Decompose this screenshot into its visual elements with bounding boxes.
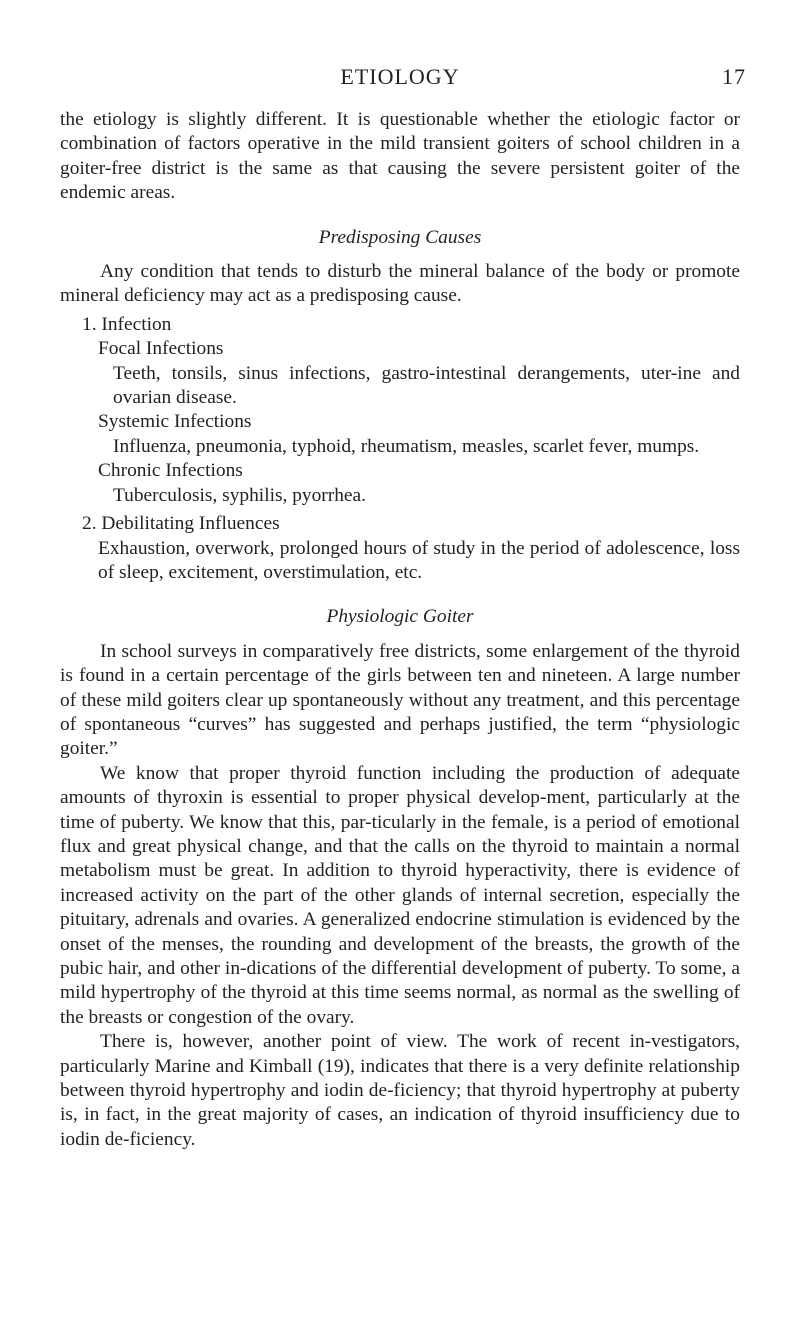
- header-title: ETIOLOGY: [340, 64, 460, 89]
- physiologic-paragraph-1: In school surveys in comparatively free districts, some enlargement of the thyroid is found in a certain percentage of the girls between ten and nineteen. A large number of these mild goiters clear up spontaneously without any treatment, and this percentage of spontaneous “curves” has suggested and perhaps justified, the term “physiologic goiter.”: [60, 640, 740, 760]
- running-header: [0, 60, 800, 90]
- page-number: 17: [722, 64, 746, 89]
- body-text: [60, 108, 740, 1152]
- list-item-infection: 1. Infection: [82, 313, 172, 335]
- physiologic-paragraph-3: There is, however, another point of view. The work of recent in-vestigators, particularly Marine and Kimball (19), indicates that there is a very definite relationship between thyroid hypertrophy and iodin de-ficiency; that thyroid hypertrophy at puberty is, in fact, in the great majority of cases, an indication of thyroid insufficiency due to iodin de-ficiency.: [60, 1031, 740, 1150]
- physiologic-heading: Physiologic Goiter: [326, 606, 474, 628]
- subheading-systemic: Systemic Infections: [98, 411, 252, 433]
- list-item-debilitating: 2. Debilitating Influences: [82, 513, 280, 535]
- systemic-text: Influenza, pneumonia, typhoid, rheumatism, measles, scarlet fever, mumps.: [113, 435, 700, 457]
- subheading-focal: Focal Infections: [98, 338, 224, 360]
- chronic-text: Tuberculosis, syphilis, pyorrhea.: [113, 484, 366, 506]
- predisposing-heading: Predisposing Causes: [318, 226, 482, 248]
- intro-paragraph: the etiology is slightly different. It is questionable whether the etiologic factor or combination of factors operative in the mild transient goiters of school children in a goiter-free district is the same as that causing the severe persistent goiter of the endemic areas.: [60, 109, 740, 204]
- predisposing-intro: Any condition that tends to disturb the mineral balance of the body or promote mineral deficiency may act as a predisposing cause.: [60, 261, 740, 307]
- focal-text: Teeth, tonsils, sinus infections, gastro-intestinal derangements, uter-ine and ovarian disease.: [113, 362, 740, 409]
- debilitating-text: Exhaustion, overwork, prolonged hours of study in the period of adolescence, loss of sleep, excitement, overstimulation, etc.: [98, 537, 740, 583]
- physiologic-paragraph-2: We know that proper thyroid function including the production of adequate amounts of thyroxin is essential to proper physical develop-ment, particularly at the time of puberty. We know that this, par-ticularly in the female, is a period of emotional flux and great physical change, and that the calls on the thyroid to maintain a normal metabolism must be great. In addition to thyroid hyperactivity, there is evidence of increased activity on the part of the other glands of internal secretion, especially the pituitary, adrenals and ovaries. A generalized endocrine stimulation is evidenced by the onset of the menses, the rounding and development of the breasts, the growth of the pubic hair, and other in-dications of the differential development of puberty. To some, a mild hypertrophy of the thyroid at this time seems normal, as normal as the swelling of the breasts or congestion of the ovary.: [60, 762, 740, 1028]
- subheading-chronic: Chronic Infections: [98, 460, 243, 482]
